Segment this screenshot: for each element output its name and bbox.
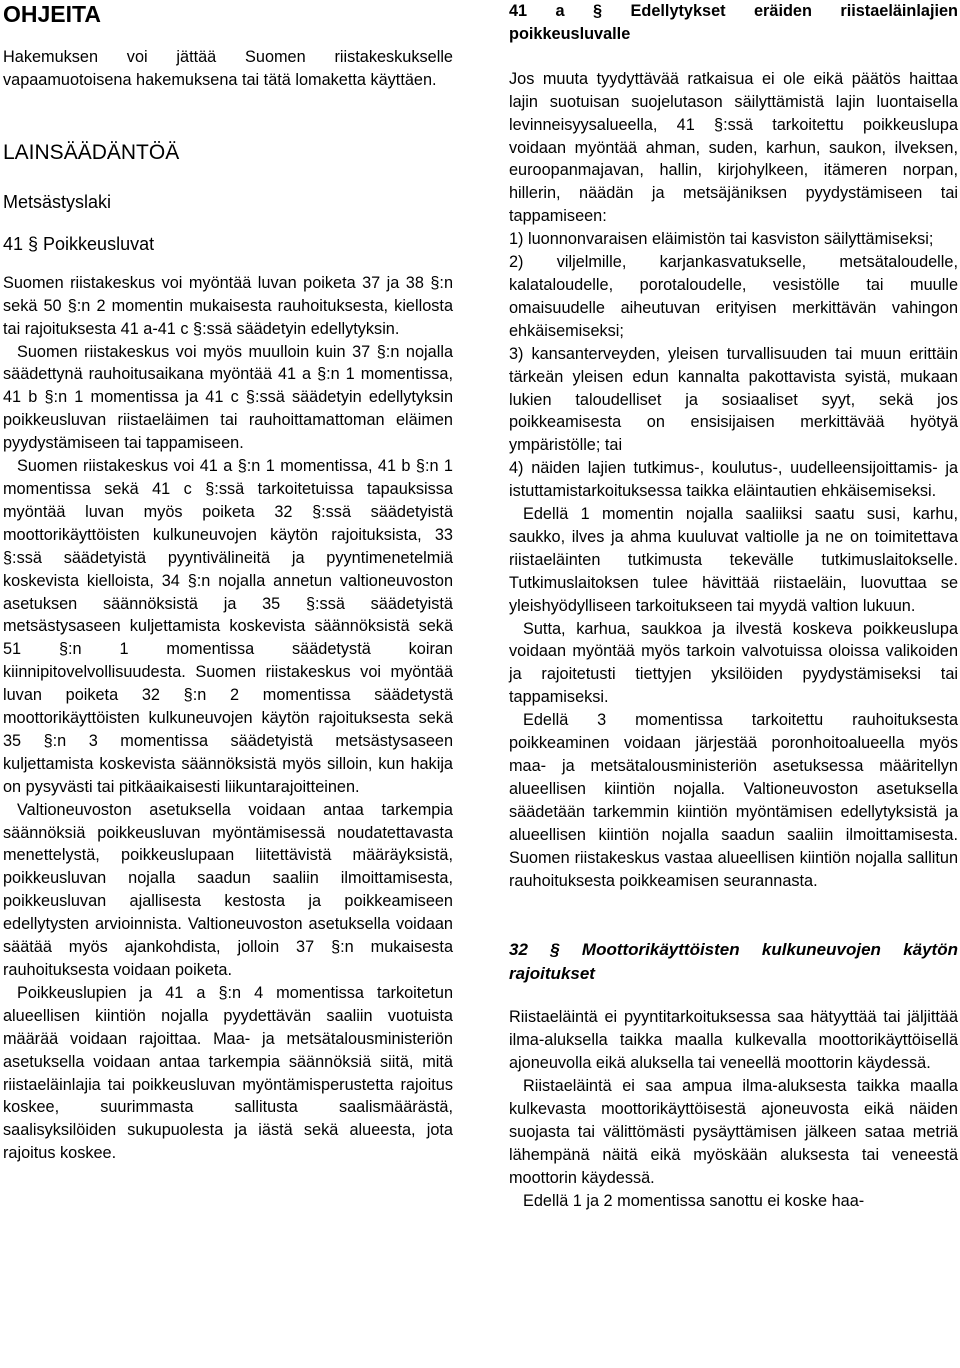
paragraph: Edellä 3 momentissa tarkoitettu rauhoituksesta poikkeaminen voidaan järjestää poronhoitoalueella myös maa- ja metsätalousministeriön asetuksessa määritellyn alueellisen kiintiön nojalla. Valtioneuvoston asetuksella säädetään tarkemmin kiintiön myöntämisen edellytyksistä ja alueellisen kiintiön nojalla saadun saaliin ilmoittamisesta. Suomen riistakeskus vastaa alueellisen kiintiön nojalla sallitun rauhoituksesta poikkeamisen seurannasta. — [509, 711, 958, 890]
paragraph: Riistaeläintä ei saa ampua ilma-aluksesta taikka maalla kulkevasta moottorikäyttöisestä ajoneuvosta eikä näiden suojasta tai välittömästi pysäyttämisen jälkeen sataa metriä lähempänä näitä eikä myöskään aluksesta tai veneestä moottorin käydessä. — [509, 1077, 958, 1187]
law-heading: LAINSÄÄDÄNTÖÄ — [3, 140, 180, 164]
section-41a-heading: 41 a § Edellytykset eräiden riistaeläinlajien poikkeusluvalle — [509, 2, 958, 43]
list-item: 4) näiden lajien tutkimus-, koulutus-, uudelleensijoittamis- ja istuttamistarkoituksessa taikka eläintautien ehkäisemiseksi. — [509, 459, 958, 501]
paragraph: Edellä 1 ja 2 momentissa sanottu ei koske haa- — [523, 1191, 865, 1210]
page-title: OHJEITA — [3, 1, 101, 27]
paragraph: Suomen riistakeskus voi myöntää luvan poiketa 37 ja 38 §:n sekä 50 §:n 2 momentin mukaisesta rauhoituksesta, kiellosta tai rajoituksesta 41 a-41 c §:ssä säädetyin edellytyksin. — [3, 273, 453, 338]
paragraph: Edellä 1 momentin nojalla saaliiksi saatu susi, karhu, saukko, ilves ja ahma kuuluvat valtiolle ja ne on toimitettava riistaeläinten tutkimusta tekevälle tutkimuslaitokselle. Tutkimuslaitoksen tulee hävittää riistaeläin, luovuttaa se yleishyödylliseen tarkoitukseen tai myydä valtion lukuun. — [509, 505, 958, 615]
intro-text: Hakemuksen voi jättää Suomen riistakeskukselle vapaamuotoisena hakemuksena tai tätä lomaketta käyttäen. — [3, 48, 453, 89]
paragraph: Suomen riistakeskus voi 41 a §:n 1 momentissa, 41 b §:n 1 momentissa sekä 41 c §:ssä tarkoitetuissa tapauksissa myöntää luvan myös poiketa 32 §:ssä säädetyistä moottorikäyttöisten kulkuneuvojen käytön rajoituksista, 33 §:ssä säädetyistä pyyntivälineitä ja pyyntimenetelmiä koskevista kielloista, 34 §:n nojalla annetun valtioneuvoston asetuksen säännöksistä ja 35 §:ssä säädetyistä metsästysaseen kuljettamista koskevista säännöksistä sekä 51 §:n 1 momentissa säädetystä koiran kiinnipitovelvollisuudesta. Suomen riistakeskus voi myöntää luvan poiketa 32 §:n 2 momentissa säädetystä moottorikäyttöisten kulkuneuvojen käytön rajoituksesta sekä 35 §:n 3 momentissa säädetyistä metsästysaseen kuljettamista koskevista säännöksistä myös silloin, kun hakija on pysyvästi tai pitkäaikaisesti liikuntarajoitteinen. — [3, 457, 453, 796]
paragraph: Suomen riistakeskus voi myös muulloin kuin 37 §:n nojalla säädettynä rauhoitusaikana myöntää 41 a §:n 1 momentissa, 41 b §:n 1 momentissa ja 41 c §:ssä säädetyin edellytyksin poikkeusluvan riistaeläimen tai rauhoittamattoman eläimen pyydystämiseen tai tappamiseen. — [3, 342, 453, 453]
paragraph: Sutta, karhua, saukkoa ja ilvestä koskeva poikkeuslupa voidaan myöntää myös tarkoin valvotuissa oloissa valikoiden ja rajoitetusti tiettyjen yksilöiden pyydystämiseksi tai tappamiseksi. — [509, 619, 958, 707]
list-item: 1) luonnonvaraisen eläimistön tai kasviston säilyttämiseksi; — [509, 230, 934, 249]
paragraph: Poikkeuslupien ja 41 a §:n 4 momentissa tarkoitetun alueellisen kiintiön nojalla pyydettävän saaliin vuotuista määrää voidaan rajoittaa. Maa- ja metsätalousministeriön asetuksella voidaan antaa tarkempia säännöksiä siitä, mitä riistaeläinlajia tai poikkeusluvan myöntämisperustetta rajoitus koskee, suurimmasta sallitusta saalismäärästä, saalisyksilöiden sukupuolesta ja iästä sekä alueesta, jota rajoitus koskee. — [3, 983, 453, 1163]
paragraph: Valtioneuvoston asetuksella voidaan antaa tarkempia säännöksiä poikkeusluvan myöntämisessä noudatettavasta menettelystä, poikkeuslupaan liitettävistä määräyksistä, poikkeusluvan nojalla saadun saaliin ilmoittamisesta, poikkeusluvan ajallisesta kestosta ja poikkeamiseen edellytysten arvioinnista. Valtioneuvoston asetuksella voidaan säätää myös ajankohdista, jolloin 37 §:n mukaisesta rauhoituksesta voidaan poiketa. — [3, 800, 453, 979]
section-41-heading: 41 § Poikkeusluvat — [3, 233, 155, 254]
act-name: Metsästyslaki — [3, 191, 112, 212]
list-item: 2) viljelmille, karjankasvatukselle, metsätaloudelle, kalataloudelle, porotaloudelle, vesistölle tai muulle omaisuudelle aiheutuvan erityisen merkittävän vahingon ehkäisemiseksi; — [509, 253, 958, 340]
paragraph: Jos muuta tyydyttävää ratkaisua ei ole eikä päätös haittaa lajin suotuisan suojelutason säilyttämistä lajin luontaisella levinneisyysalueella, 41 §:ssä tarkoitettu poikkeuslupa voidaan myöntää ahman, suden, karhun, saukon, ilveksen, euroopanmajavan, hallin, kirjohylkeen, itämeren norpan, hillerin, näädän ja metsäjäniksen pyydystämiseen tai tappamiseen: — [509, 69, 958, 226]
list-item: 3) kansanterveyden, yleisen turvallisuuden tai muun erittäin tärkeän yleisen edun kannalta pakottavista syistä, mukaan lukien taloudelliset ja sosiaaliset syyt, sekä jos poikkeamisesta on ensisijaisen merkittävää hyötyä ympäristölle; tai — [509, 344, 958, 455]
right-column — [509, 0, 958, 1213]
section-32-heading: 32 § Moottorikäyttöisten kulkuneuvojen käytön rajoitukset — [509, 940, 958, 984]
left-column — [3, 0, 453, 1165]
paragraph: Riistaeläintä ei pyyntitarkoituksessa saa hätyyttää tai jäljittää ilma-aluksella taikka maalla kulkevalla moottorikäyttöisellä ajoneuvolla eikä aluksella tai veneellä moottorin käydessä. — [509, 1008, 958, 1073]
